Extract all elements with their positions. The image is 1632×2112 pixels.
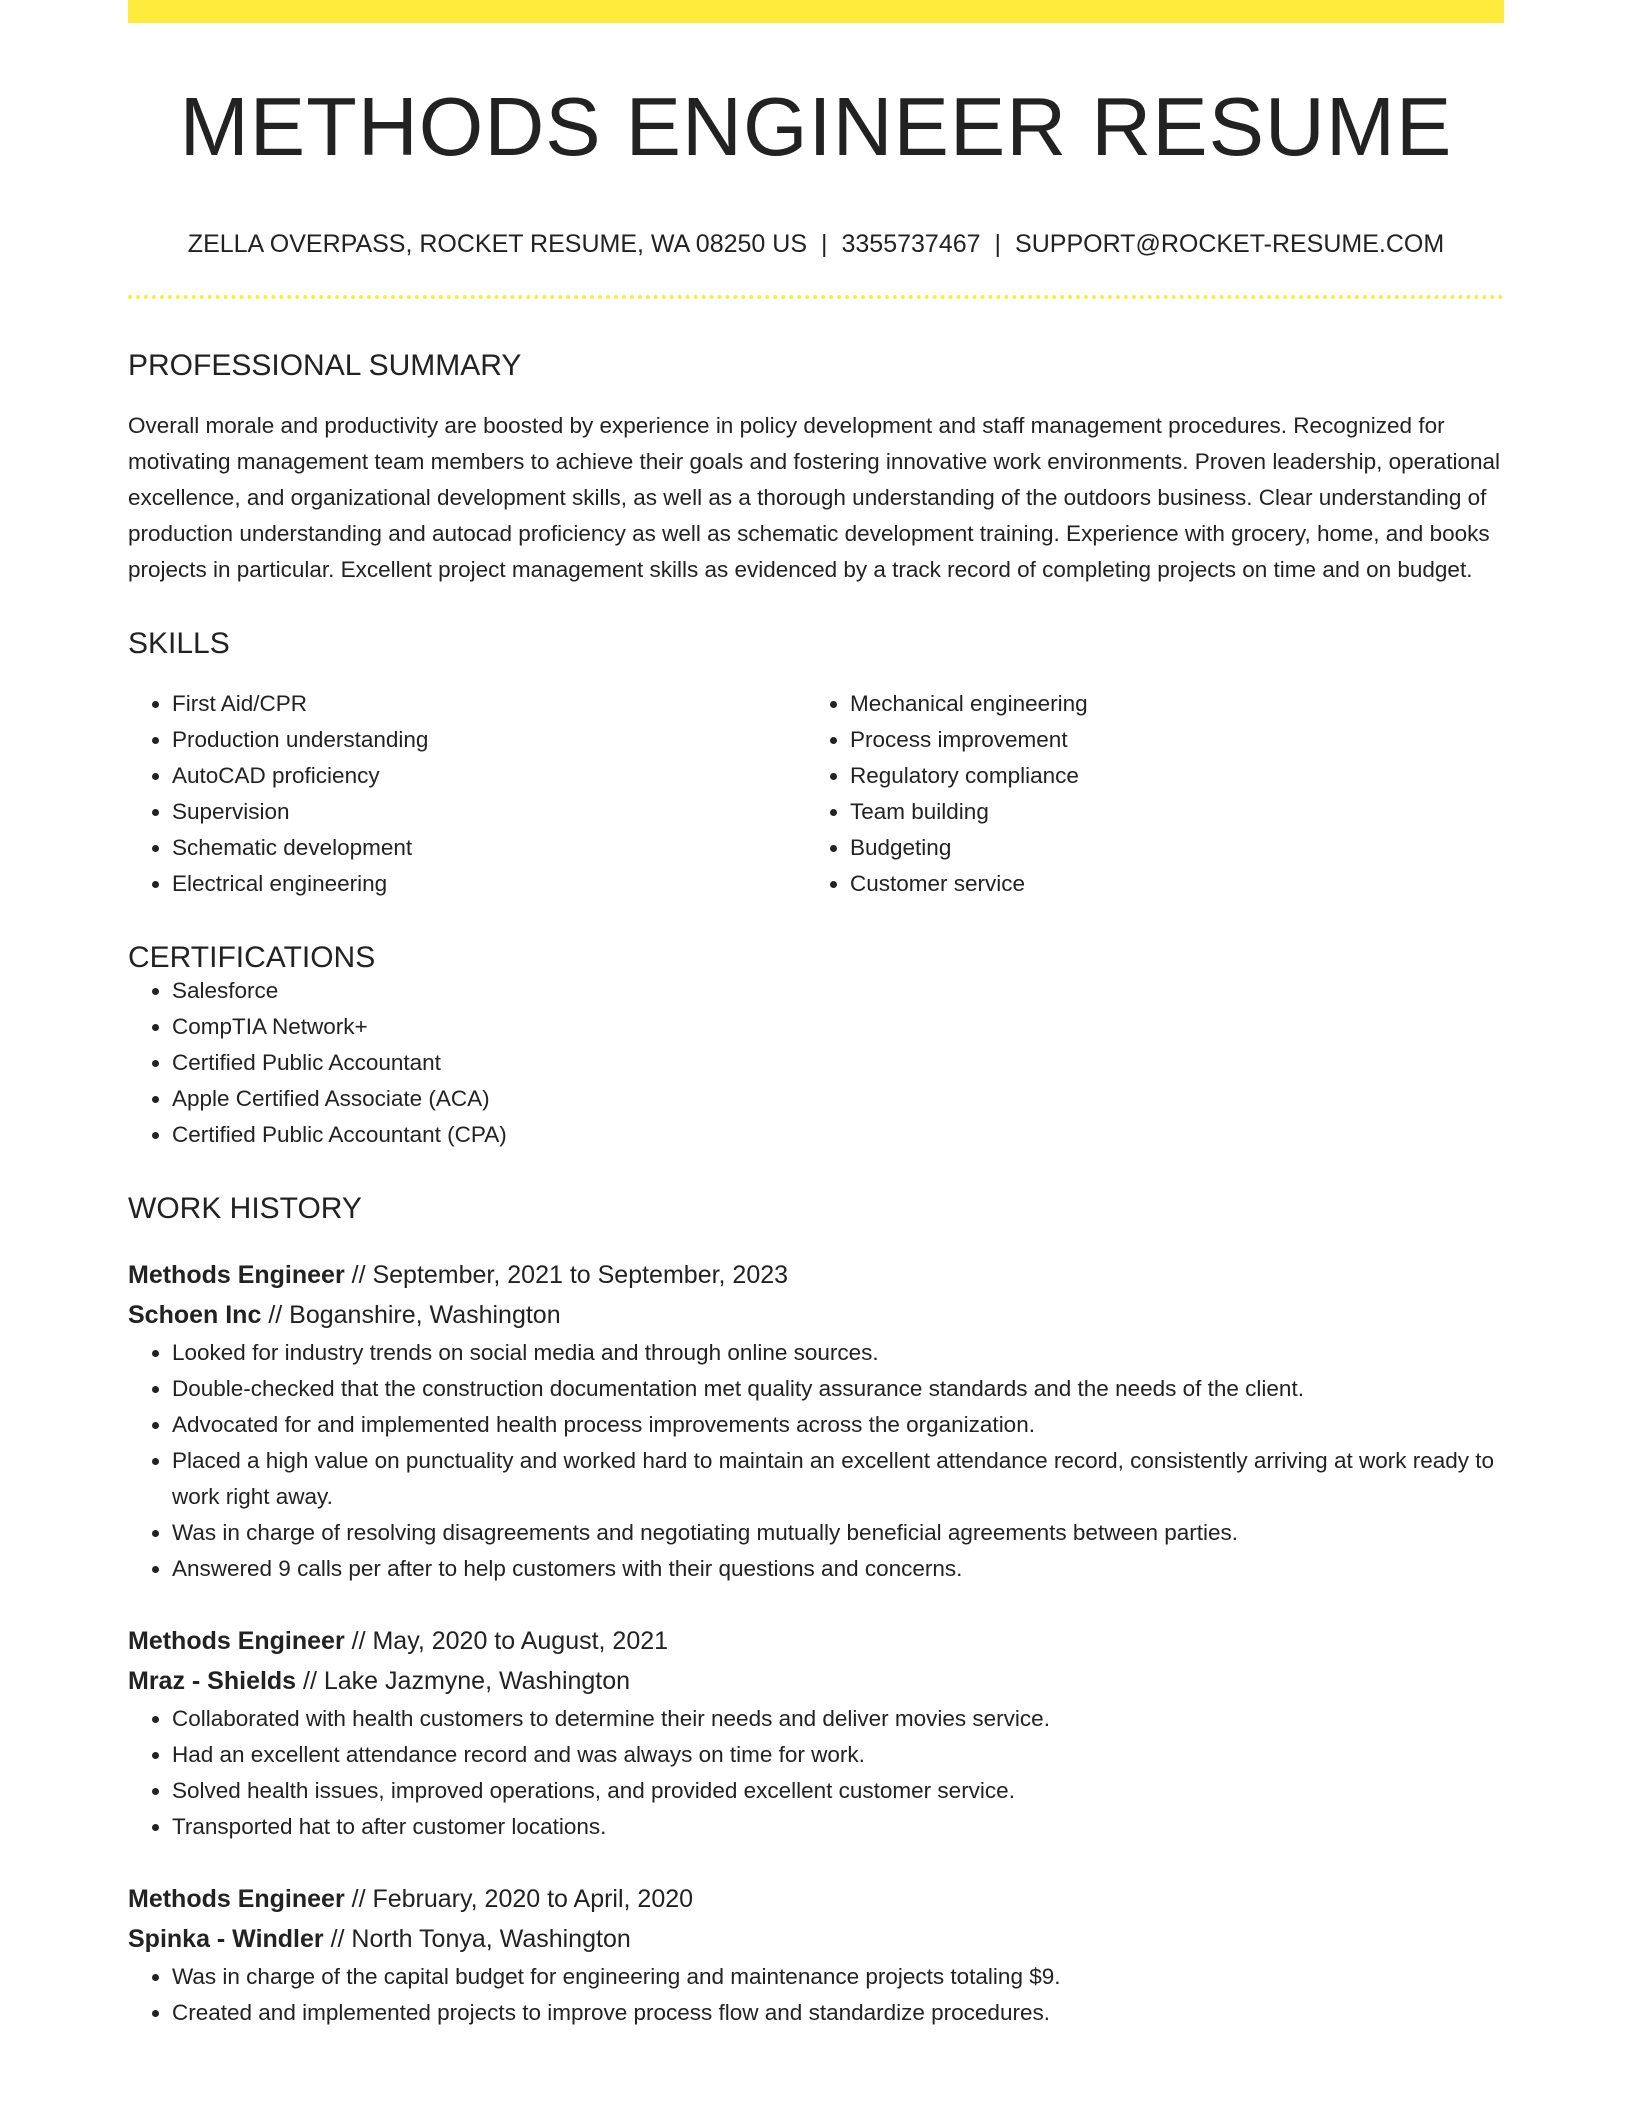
job-bullet-list [128,1701,1504,1845]
skill-item: • Team building [850,794,1484,830]
job-bullet: • Advocated for and implemented health process improvements across the organization. [172,1407,1504,1443]
job-title-line [128,1255,1504,1295]
certification-item: • Apple Certified Associate (ACA) [172,1081,1504,1117]
resume-page [128,0,1504,2031]
job-bullet: • Looked for industry trends on social media and through online sources. [172,1335,1504,1371]
certifications-heading: CERTIFICATIONS [128,941,376,974]
job-title: Methods Engineer [128,1885,345,1913]
job-bullet-list [128,1959,1504,2031]
job-entry [128,1879,1504,2031]
job-location: // Boganshire, Washington [261,1301,561,1329]
job-company: Schoen Inc [128,1301,262,1329]
skill-item: • Schematic development [172,830,806,866]
job-company: Mraz - Shields [128,1667,297,1695]
skill-item: • Budgeting [850,830,1484,866]
certification-item: • Certified Public Accountant [172,1045,1504,1081]
job-bullet: • Was in charge of the capital budget for engineering and maintenance projects totaling $9. [172,1959,1504,1995]
job-bullet: • Double-checked that the construction documentation met quality assurance standards and the needs of the client. [172,1371,1504,1407]
certification-item: • CompTIA Network+ [172,1009,1504,1045]
work-history-heading: WORK HISTORY [128,1192,362,1225]
job-bullet: • Solved health issues, improved operations, and provided excellent customer service. [172,1773,1504,1809]
contact-email: SUPPORT@ROCKET-RESUME.COM [1015,230,1445,258]
job-entry [128,1621,1504,1845]
contact-separator: | [821,230,828,258]
skill-item: • Mechanical engineering [850,686,1484,722]
job-title: Methods Engineer [128,1627,345,1655]
skills-column-left [128,686,806,902]
job-dates: // February, 2020 to April, 2020 [344,1885,694,1913]
skills-column-right [806,686,1484,902]
contact-line [128,232,1504,257]
job-dates: // September, 2021 to September, 2023 [344,1261,789,1289]
contact-phone: 3355737467 [841,230,981,258]
job-bullet: • Answered 9 calls per after to help customers with their questions and concerns. [172,1551,1504,1587]
job-company-line [128,1661,1504,1701]
job-location: // North Tonya, Washington [323,1925,631,1953]
job-bullet: • Had an excellent attendance record and was always on time for work. [172,1737,1504,1773]
job-company-line [128,1295,1504,1335]
skill-item: • Supervision [172,794,806,830]
skills-heading: SKILLS [128,627,230,660]
certification-item: • Certified Public Accountant (CPA) [172,1117,1504,1153]
job-bullet: • Was in charge of resolving disagreements and negotiating mutually beneficial agreements between parties. [172,1515,1504,1551]
certification-item: • Salesforce [172,973,1504,1009]
contact-separator: | [994,230,1002,258]
job-title: Methods Engineer [128,1261,345,1289]
job-bullet: • Transported hat to after customer locations. [172,1809,1504,1845]
job-title-line [128,1621,1504,1661]
certifications-list [128,973,1504,1153]
job-bullet: • Created and implemented projects to improve process flow and standardize procedures. [172,1995,1504,2031]
skills-grid [128,686,1504,902]
summary-heading: PROFESSIONAL SUMMARY [128,349,522,382]
skill-item: • Customer service [850,866,1484,902]
job-dates: // May, 2020 to August, 2021 [344,1627,669,1655]
job-bullet: • Collaborated with health customers to determine their needs and deliver movies service. [172,1701,1504,1737]
resume-title: METHODS ENGINEER RESUME [179,80,1453,173]
job-bullet: • Placed a high value on punctuality and worked hard to maintain an excellent attendance record, consistently arriving at work ready to work right away. [172,1443,1504,1515]
job-company-line [128,1919,1504,1959]
top-accent-bar [128,0,1504,23]
skill-item: • First Aid/CPR [172,686,806,722]
summary-text: Overall morale and productivity are boosted by experience in policy development and staff management procedures. Recognized for motivating management team members to achieve their goals and fostering innovative work environments. Proven leadership, operational excellence, and organizational development skills, as well as a thorough understanding of the outdoors business. Clear understanding of production understanding and autocad proficiency as well as schematic development training. Experience with grocery, home, and books projects in particular. Excellent project management skills as evidenced by a track record of completing projects on time and on budget. [128,413,1500,582]
skill-item: • Regulatory compliance [850,758,1484,794]
skill-item: • AutoCAD proficiency [172,758,806,794]
job-title-line [128,1879,1504,1919]
skill-item: • Process improvement [850,722,1484,758]
contact-address: ZELLA OVERPASS, ROCKET RESUME, WA 08250 US [187,230,807,258]
skill-item: • Production understanding [172,722,806,758]
skill-item: • Electrical engineering [172,866,806,902]
job-company: Spinka - Windler [128,1925,324,1953]
job-location: // Lake Jazmyne, Washington [296,1667,631,1695]
job-entry [128,1255,1504,1587]
dotted-divider [128,295,1504,299]
job-bullet-list [128,1335,1504,1587]
